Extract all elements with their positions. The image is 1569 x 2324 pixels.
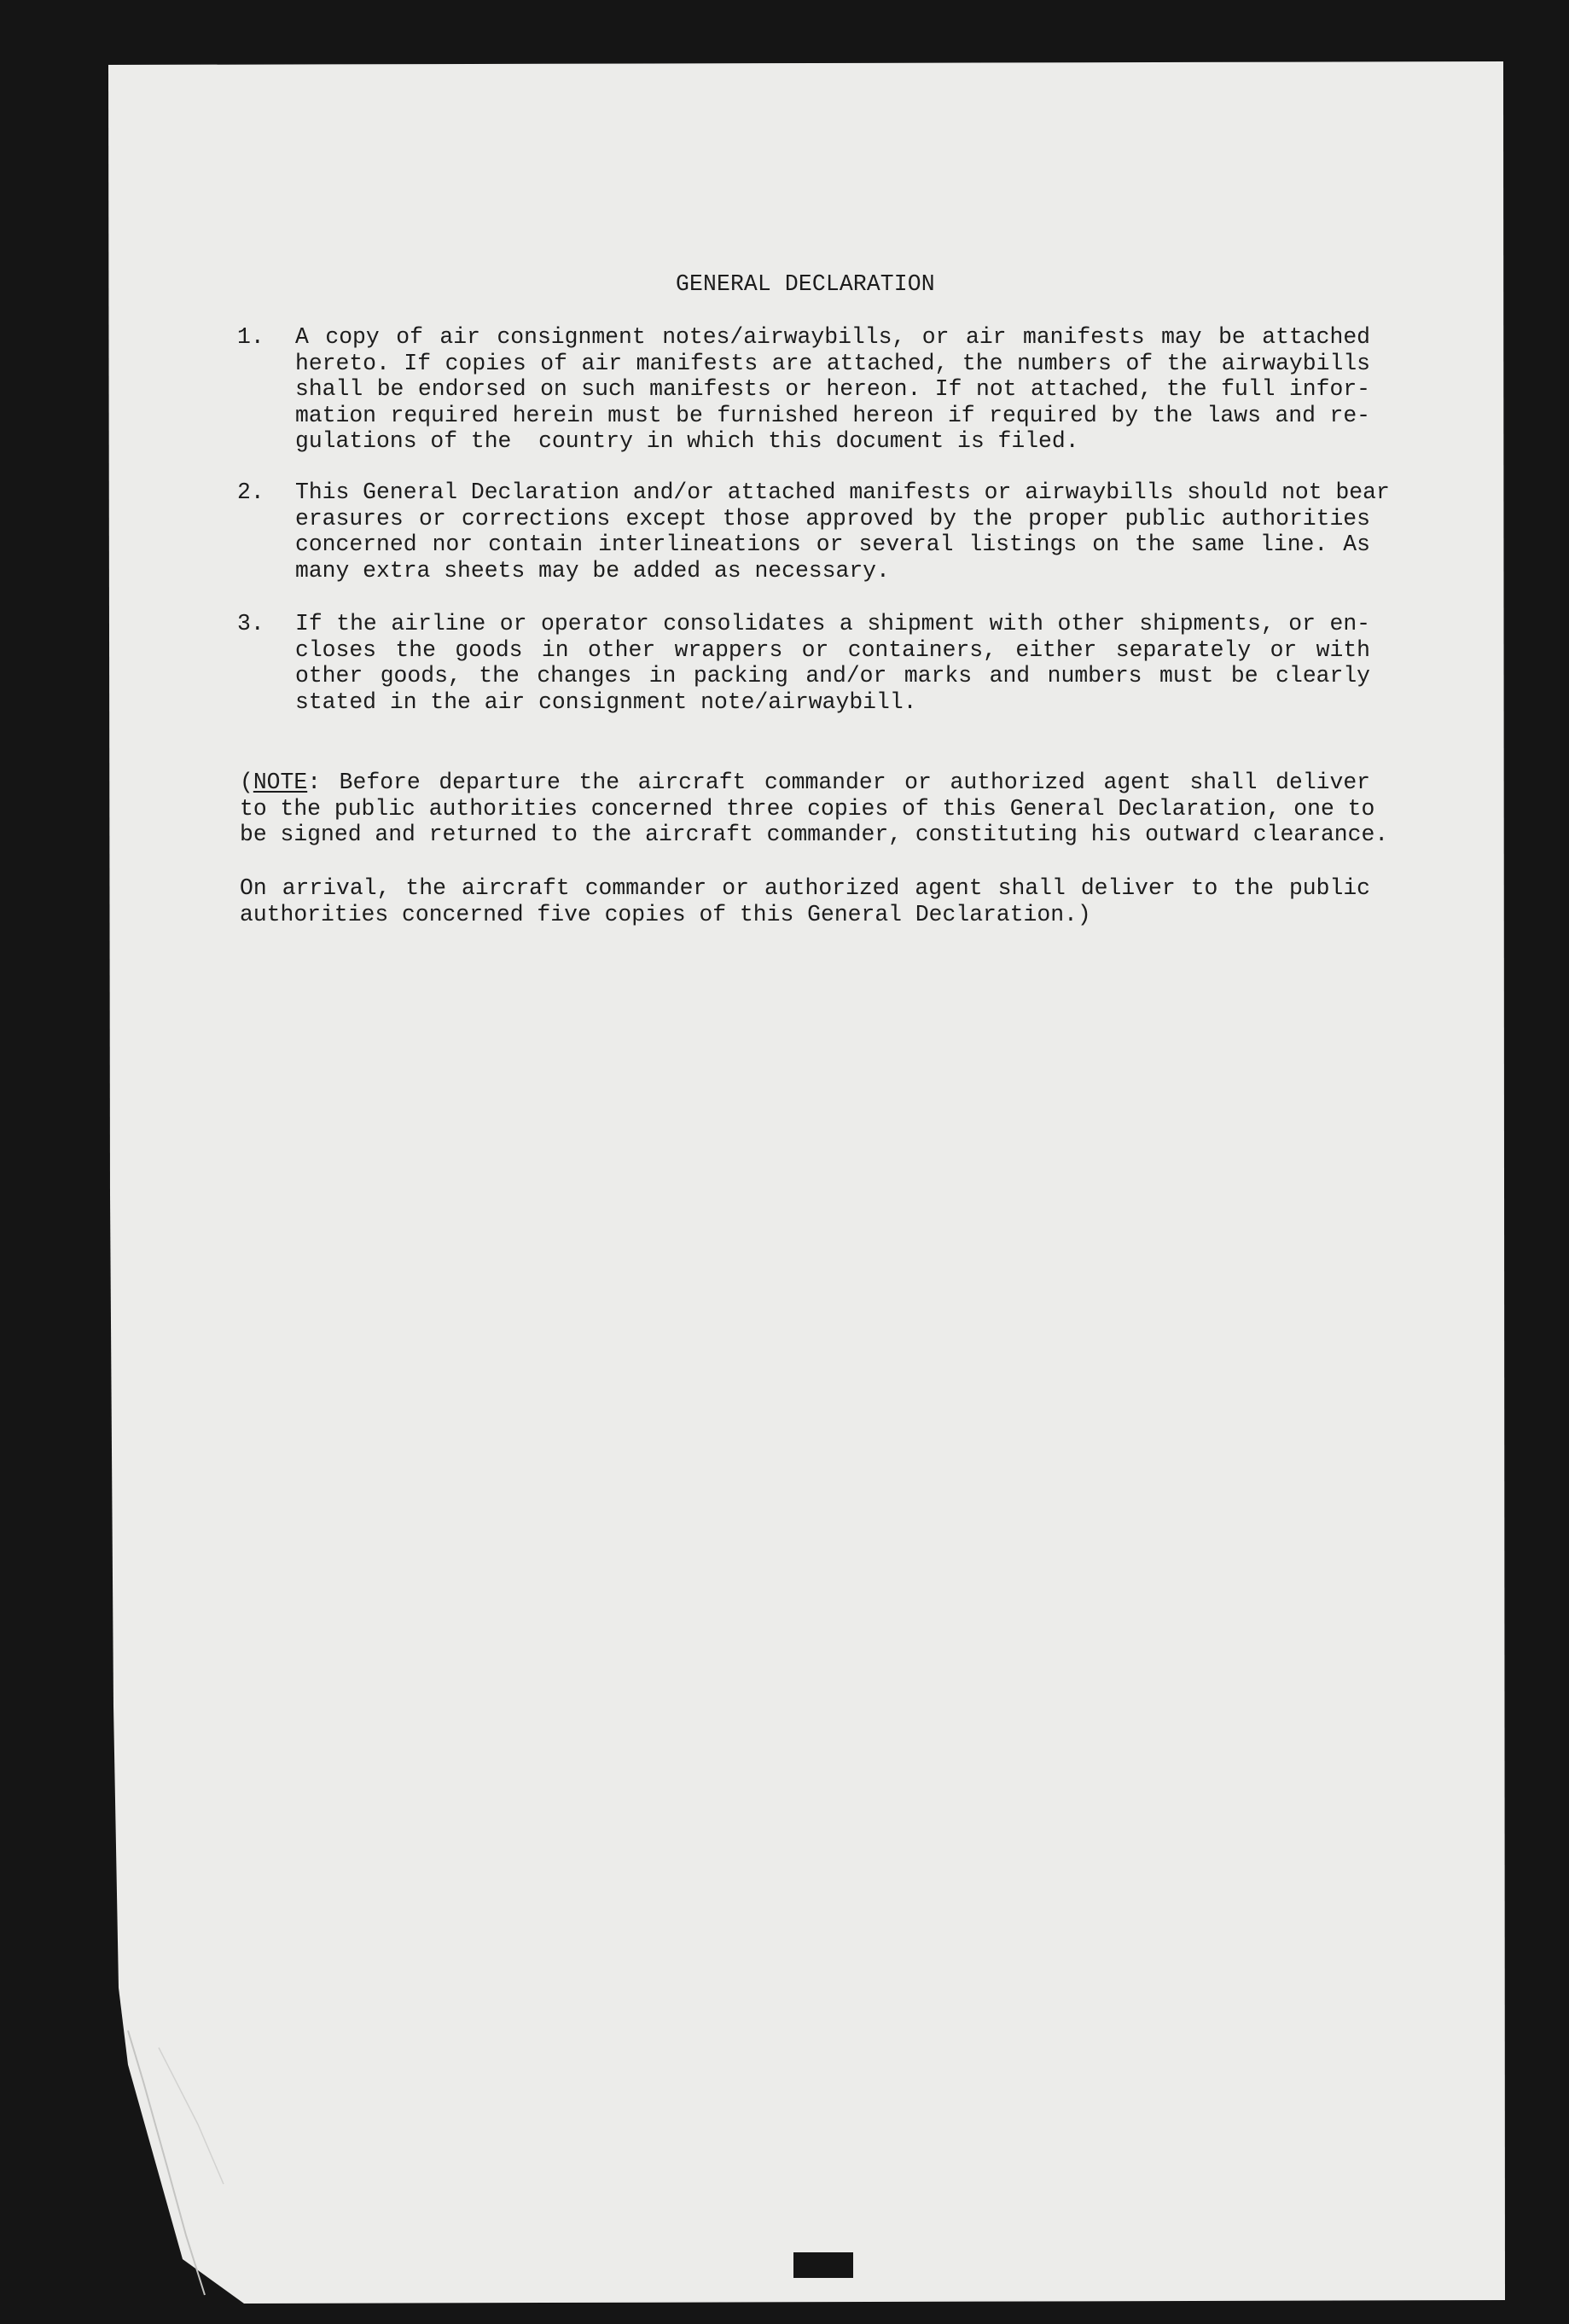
note-line: to the public authorities concerned three copies of this General Declaration, one to [240,795,1375,822]
item-3-line: other goods, the changes in packing and/or marks and numbers must be clearly [295,663,1370,688]
note-first-line [240,770,1370,796]
note-first-line-text: Before departure the aircraft commander or authorized agent shall deliver [321,770,1370,795]
item-1-line: A copy of air consignment notes/airwaybills, or air manifests may be attached [295,324,1370,350]
item-2-line: concerned nor contain interlineations or several listings on the same line. As [295,532,1370,557]
item-2-line: This General Declaration and/or attached manifests or airwaybills should not bear [295,479,1390,505]
item-1-number: 1. [237,324,264,350]
document-title: GENERAL DECLARATION [676,271,935,297]
note-label: NOTE [253,770,308,795]
item-1-line: shall be endorsed on such manifests or hereon. If not attached, the full infor- [295,376,1370,402]
item-2-line: many extra sheets may be added as necessary. [295,557,890,584]
note-line: be signed and returned to the aircraft commander, constituting his outward clearance. [240,822,1389,847]
item-3-number: 3. [237,611,264,636]
note-paragraph [240,770,1389,848]
arrival-line: On arrival, the aircraft commander or authorized agent shall deliver to the public [240,875,1370,901]
item-3-text [295,611,1370,715]
scan-smudge [793,2252,853,2278]
item-2-line: erasures or corrections except those approved by the proper public authorities [295,505,1370,532]
item-3-line: If the airline or operator consolidates a shipment with other shipments, or en- [295,611,1370,636]
item-3-line: stated in the air consignment note/airwaybill. [295,688,917,715]
item-1-line: mation required herein must be furnished hereon if required by the laws and re- [295,402,1370,428]
note-colon: : [307,770,322,795]
item-3-line: closes the goods in other wrappers or containers, either separately or with [295,636,1370,663]
arrival-line: authorities concerned five copies of this General Declaration.) [240,901,1091,927]
item-2-text [295,479,1390,584]
item-1-line: gulations of the country in which this document is filed. [295,428,1079,454]
note-open-paren: ( [240,770,253,795]
arrival-paragraph [240,875,1370,927]
item-1-line: hereto. If copies of air manifests are attached, the numbers of the airwaybills [295,350,1370,376]
item-2-number: 2. [237,479,264,505]
item-1-text [295,324,1370,455]
